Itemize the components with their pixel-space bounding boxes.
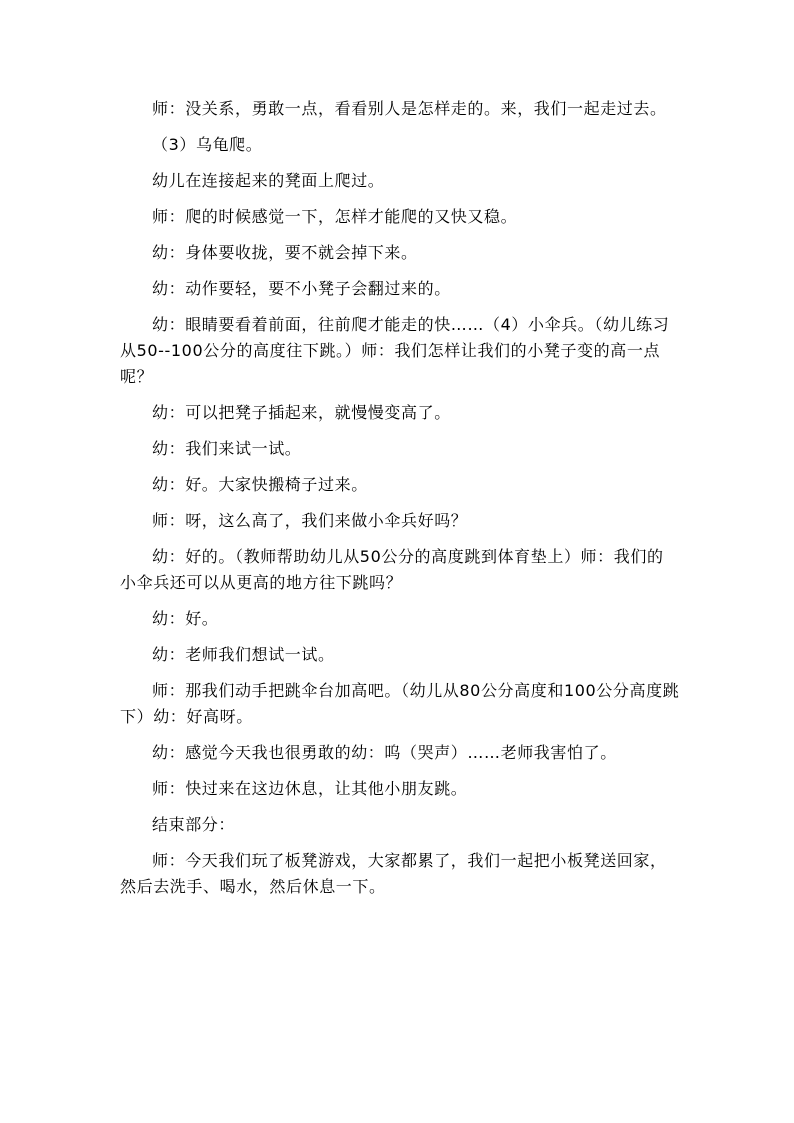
paragraph: 师：快过来在这边休息，让其他小朋友跳。: [152, 779, 468, 798]
paragraph: 师：那我们动手把跳伞台加高吧。（幼儿从80公分高度和100公分高度跳下）幼：好高呀。: [120, 681, 680, 726]
section-heading: 结束部分：: [152, 815, 236, 834]
paragraph: 幼：好。大家快搬椅子过来。: [152, 475, 368, 494]
paragraph: 幼：动作要轻，要不小凳子会翻过来的。: [152, 279, 451, 298]
paragraph: 幼：感觉今天我也很勇敢的幼：呜（哭声）……老师我害怕了。: [152, 743, 617, 762]
paragraph: 师：今天我们玩了板凳游戏，大家都累了，我们一起把小板凳送回家，然后去洗手、喝水，然后休息一下。: [120, 851, 667, 896]
paragraph: 幼：可以把凳子插起来，就慢慢变高了。: [152, 403, 451, 422]
paragraph: 幼：身体要收拢，要不就会掉下来。: [152, 243, 418, 262]
paragraph: （3）乌龟爬。: [152, 135, 263, 154]
paragraph: 幼：好的。（教师帮助幼儿从50公分的高度跳到体育垫上）师：我们的小伞兵还可以从更高的地方往下跳吗？: [120, 547, 664, 592]
paragraph: 幼：好。: [152, 609, 219, 628]
paragraph: 幼：老师我们想试一试。: [152, 645, 335, 664]
paragraph: 师：没关系，勇敢一点，看看别人是怎样走的。来，我们一起走过去。: [152, 99, 667, 118]
paragraph: 幼儿在连接起来的凳面上爬过。: [152, 171, 385, 190]
document-body: [120, 96, 680, 910]
paragraph: 师：呀，这么高了，我们来做小伞兵好吗？: [152, 511, 468, 530]
paragraph: 师：爬的时候感觉一下，怎样才能爬的又快又稳。: [152, 207, 518, 226]
paragraph: 幼：眼睛要看着前面，往前爬才能走的快……（4）小伞兵。（幼儿练习从50--100公分的高度往下跳。）师：我们怎样让我们的小凳子变的高一点呢？: [120, 315, 670, 386]
paragraph: 幼：我们来试一试。: [152, 439, 302, 458]
